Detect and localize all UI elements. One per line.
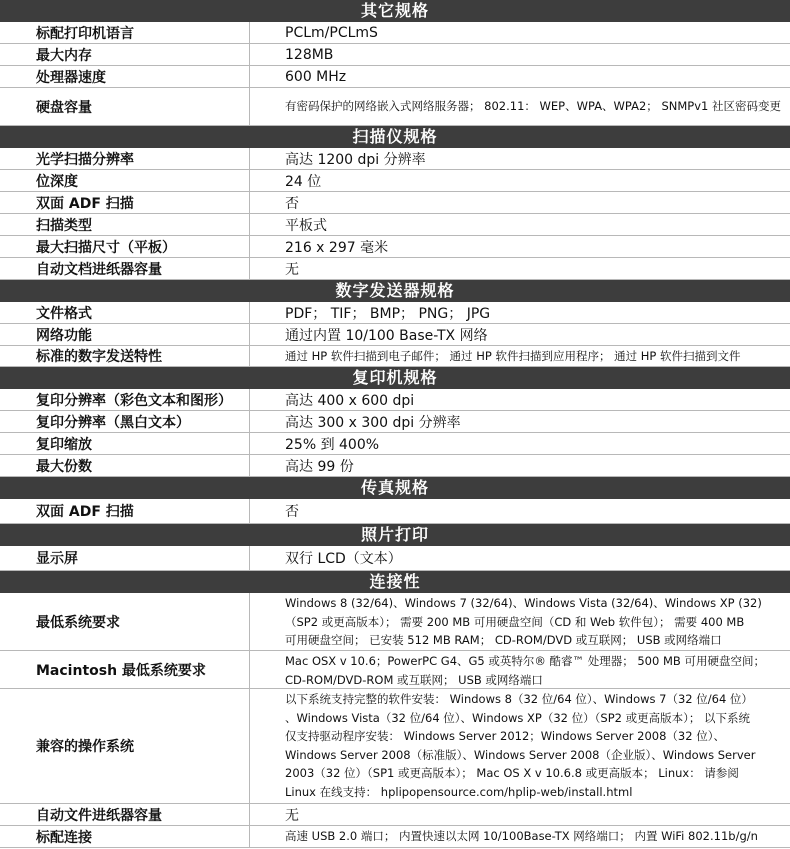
spec-value: 平板式	[285, 217, 327, 234]
spec-value: 否	[285, 504, 299, 520]
spec-value: 高达 400 x 600 dpi	[285, 392, 415, 409]
spec-value: Windows 8 (32/64)、Windows 7 (32/64)、Windows Vista (32/64)、Windows XP (32) （SP2 或更高版本）； 需要 200 MB 可用硬盘空间（CD 和 Web 软件包）； 需要 400 MB 可用硬盘空间； 已安装 512 MB RAM； CD-ROM/DVD 或互联网； USB 或网络端口	[285, 596, 762, 647]
spec-row	[0, 689, 790, 804]
spec-row	[0, 593, 790, 651]
spec-row	[0, 170, 790, 192]
spec-row	[0, 433, 790, 455]
spec-label: 标配连接	[0, 826, 250, 847]
spec-value: 无	[285, 261, 299, 278]
spec-row	[0, 148, 790, 170]
spec-value: 有密码保护的网络嵌入式网络服务器； 802.11： WEP、WPA、WPA2； SNMPv1 社区密码变更	[285, 99, 782, 114]
spec-value: 24 位	[285, 173, 322, 190]
spec-row	[0, 88, 790, 126]
spec-label: 标准的数字发送特性	[0, 346, 250, 366]
spec-value: Mac OSX v 10.6；PowerPC G4、G5 或英特尔® 酷睿™ 处理器； 500 MB 可用硬盘空间； CD-ROM/DVD-ROM 或互联网； USB 或网络端口	[285, 654, 765, 687]
spec-value: 无	[285, 807, 299, 824]
section-header: 复印机规格	[0, 367, 790, 389]
spec-row	[0, 22, 790, 44]
spec-label: Macintosh 最低系统要求	[0, 651, 250, 688]
spec-label: 标配打印机语言	[0, 22, 250, 43]
spec-label: 处理器速度	[0, 66, 250, 87]
section-header: 照片打印	[0, 524, 790, 546]
spec-row	[0, 455, 790, 477]
spec-label: 硬盘容量	[0, 88, 250, 125]
spec-row	[0, 192, 790, 214]
spec-label: 复印分辨率（黑白文本）	[0, 411, 250, 432]
spec-row	[0, 546, 790, 571]
spec-row	[0, 302, 790, 324]
spec-row	[0, 44, 790, 66]
spec-label: 兼容的操作系统	[0, 689, 250, 803]
spec-row	[0, 826, 790, 848]
section-header: 连接性	[0, 571, 790, 593]
spec-row	[0, 324, 790, 346]
spec-label: 最低系统要求	[0, 593, 250, 650]
section-header: 数字发送器规格	[0, 280, 790, 302]
spec-label: 光学扫描分辨率	[0, 148, 250, 169]
spec-label: 双面 ADF 扫描	[0, 499, 250, 523]
spec-value: 双行 LCD（文本）	[285, 551, 402, 567]
spec-value: 高速 USB 2.0 端口； 内置快速以太网 10/100Base-TX 网络端口； 内置 WiFi 802.11b/g/n	[285, 829, 758, 844]
spec-value: 128MB	[285, 46, 334, 63]
spec-label: 文件格式	[0, 302, 250, 323]
spec-label: 位深度	[0, 170, 250, 191]
spec-label: 网络功能	[0, 324, 250, 345]
section-header: 传真规格	[0, 477, 790, 499]
spec-label: 复印分辨率（彩色文本和图形）	[0, 389, 250, 410]
spec-label: 复印缩放	[0, 433, 250, 454]
spec-label: 自动文件进纸器容量	[0, 804, 250, 825]
spec-value: 600 MHz	[285, 68, 347, 85]
section-header: 扫描仪规格	[0, 126, 790, 148]
spec-value: 25% 到 400%	[285, 436, 380, 453]
spec-row	[0, 411, 790, 433]
spec-label: 最大内存	[0, 44, 250, 65]
spec-label: 最大扫描尺寸（平板）	[0, 236, 250, 257]
spec-value: 高达 300 x 300 dpi 分辨率	[285, 414, 461, 431]
spec-label: 双面 ADF 扫描	[0, 192, 250, 213]
spec-value: PDF； TIF； BMP； PNG； JPG	[285, 305, 491, 322]
spec-value: 否	[285, 195, 299, 212]
spec-value: 通过 HP 软件扫描到电子邮件； 通过 HP 软件扫描到应用程序； 通过 HP 软件扫描到文件	[285, 348, 741, 363]
spec-row	[0, 214, 790, 236]
spec-label: 最大份数	[0, 455, 250, 476]
spec-row	[0, 499, 790, 524]
spec-row	[0, 651, 790, 689]
section-header: 其它规格	[0, 0, 790, 22]
spec-row	[0, 804, 790, 826]
spec-label: 扫描类型	[0, 214, 250, 235]
spec-row	[0, 346, 790, 367]
spec-value: 216 x 297 毫米	[285, 239, 389, 256]
spec-value: 高达 99 份	[285, 458, 354, 475]
spec-value: PCLm/PCLmS	[285, 24, 378, 41]
spec-value: 高达 1200 dpi 分辨率	[285, 151, 426, 168]
spec-label: 自动文档进纸器容量	[0, 258, 250, 279]
spec-row	[0, 389, 790, 411]
spec-row	[0, 66, 790, 88]
spec-label: 显示屏	[0, 546, 250, 570]
spec-value: 以下系统支持完整的软件安装： Windows 8（32 位/64 位）、Windows 7（32 位/64 位） 、Windows Vista（32 位/64 位）、Windows XP（32 位）（SP2 或更高版本）； 以下系统 仅支持驱动程序安装： Windows Server 2012；Windows Server 2008（32 位）、 Windows Server 2008（标准版）、Windows Server 2008（企业版）、Windows Server 2003（32 位）（SP1 或更高版本）； Mac OS X v 10.6.8 或更高版本； Linux： 请参阅 Linux 在线支持： hplipopensource.com/hplip-web/install.html	[285, 692, 756, 799]
spec-value: 通过内置 10/100 Base-TX 网络	[285, 327, 488, 344]
spec-row	[0, 236, 790, 258]
spec-row	[0, 258, 790, 280]
